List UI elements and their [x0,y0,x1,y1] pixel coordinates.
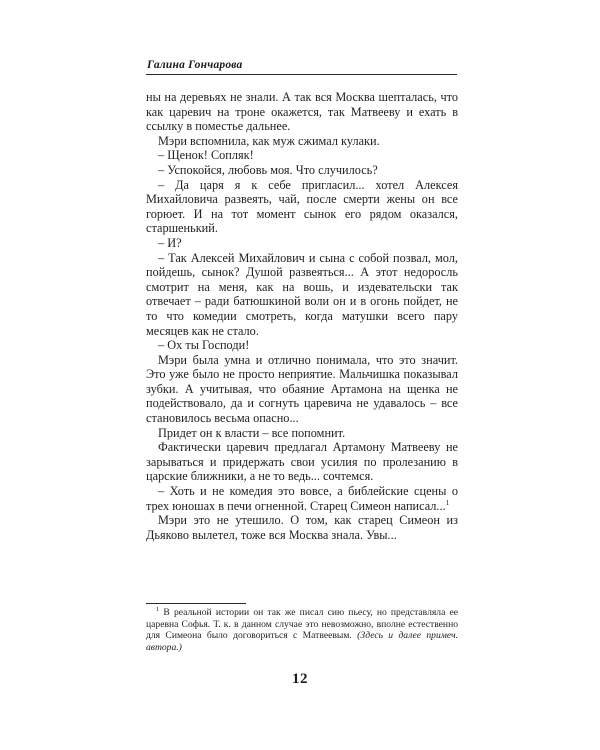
paragraph: – Щенок! Сопляк! [158,148,254,163]
paragraph: ны на деревьях не знали. А так вся Москва шепталась, что как царевич на троне окажется, так Матвееву и ехать в ссылку в поместье дальнее. [146,90,458,134]
footnote-mark: 1 [156,605,160,613]
paragraph: Мэри была умна и отлично понимала, что это значит. Это уже было не просто неприятие. Мальчишка показывал зубки. А учитывая, что обаяние Артамона на щенка не подействовало, да и согнуть царевича не удавалось – все становилось весьма опасно... [146,352,458,426]
running-head-author: Галина Гончарова [147,59,243,71]
paragraph: Фактически царевич предлагал Артамону Матвееву не зарываться и придержать свои усилия по пролезанию в царские ближники, а не то ведь... сочтемся. [146,440,458,484]
footnote-author-note: (Здесь и далее примеч. автора.) [146,630,458,653]
footnote-rule [146,603,246,604]
paragraph: – И? [158,235,182,250]
paragraph: Мэри вспомнила, как муж сжимал кулаки. [158,133,380,148]
footnote [146,607,458,653]
body-text [146,90,458,542]
footnote-paragraph [146,607,458,653]
page-number: 12 [292,671,308,687]
paragraph: Придет он к власти – все попомнит. [158,425,346,440]
paragraph: Мэри это не утешило. О том, как старец Симеон из Дьяково вылетел, тоже вся Москва знала. Увы... [146,513,458,542]
footnote-reference[interactable]: 1 [445,497,450,507]
paragraph: – Успокойся, любовь моя. Что случилось? [158,162,378,177]
paragraph-with-footnote [146,484,458,513]
footnote-text: В реальной истории он так же писал сию пьесу, но представляла ее царевна Софья. Т. к. в данном случае это невозможно, вполне естественно для Симеона было договориться с Матвеевым. [146,607,458,642]
header-rule [146,74,457,75]
paragraph-text: – Хоть и не комедия это вовсе, а библейские сцены о трех юношах в печи огненной. Старец Симеон написал... [146,484,458,513]
paragraph: – Так Алексей Михайлович и сына с собой позвал, мол, пойдешь, сынок? Душой развеяться... А этот недоросль смотрит на меня, как на вошь, и издевательски так отвечает – ради батюшкиной воли он и в огонь пойдет, не то что комедии смотреть, когда матушки всего пару месяцев как не стало. [146,250,458,338]
paragraph: – Да царя я к себе пригласил... хотел Алексея Михайловича развеять, чай, после смерти жены он все горюет. И на тот момент сынок его рядом оказался, старшенький. [146,177,458,236]
paragraph: – Ох ты Господи! [158,338,250,353]
